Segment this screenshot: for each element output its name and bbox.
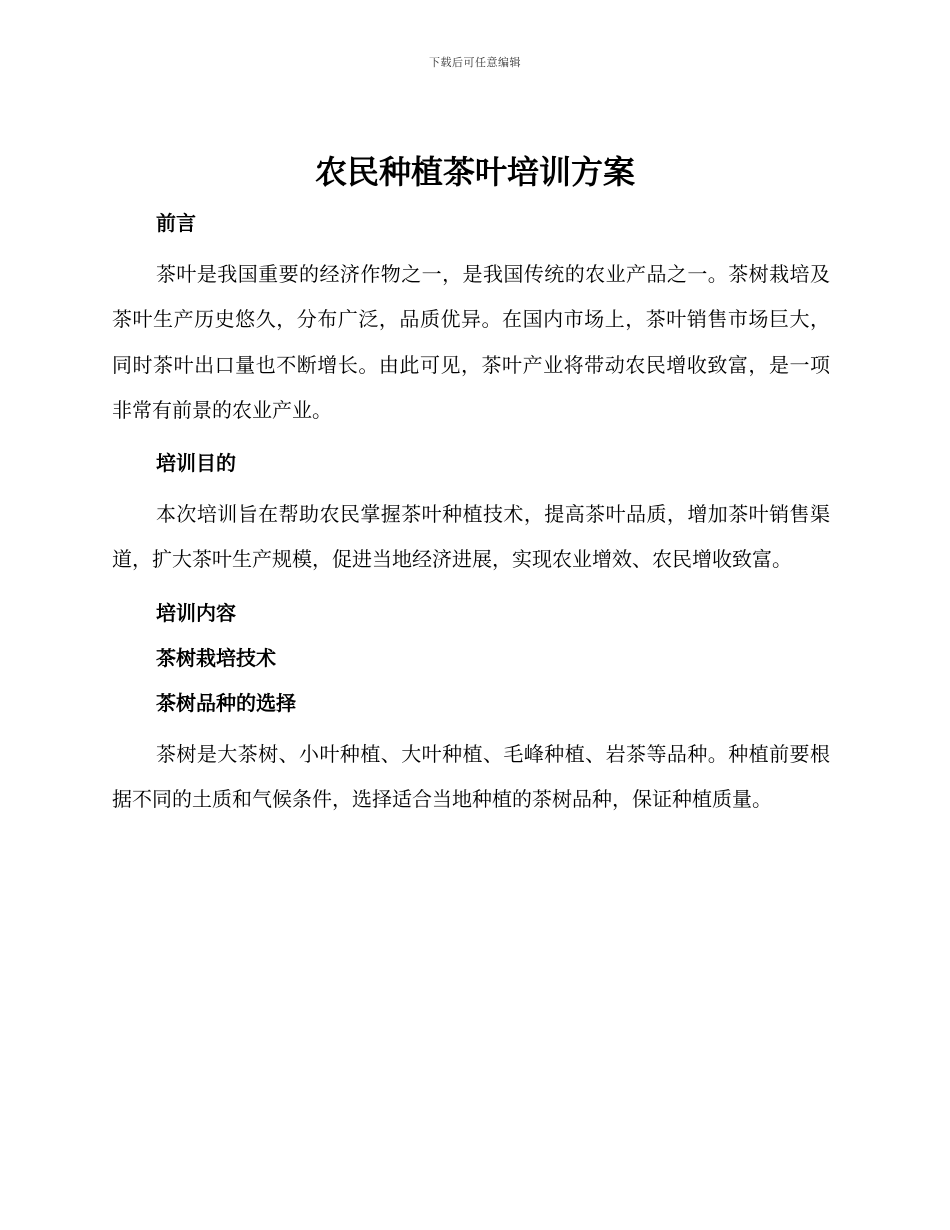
section-heading-preface: 前言 [156, 211, 196, 235]
section-heading-cultivation: 茶树栽培技术 [156, 645, 276, 670]
page-header-note: 下载后可任意编辑 [429, 56, 521, 69]
section-heading-variety: 茶树品种的选择 [156, 690, 296, 715]
paragraph-purpose: 本次培训旨在帮助农民掌握茶叶种植技术，提高茶叶品质，增加茶叶销售渠道，扩大茶叶生产规模，促进当地经济进展，实现农业增效、农民增收致富。 [112, 502, 830, 572]
paragraph-preface: 茶叶是我国重要的经济作物之一，是我国传统的农业产品之一。茶树栽培及茶叶生产历史悠久，分布广泛，品质优异。在国内市场上，茶叶销售市场巨大，同时茶叶出口量也不断增长。由此可见，茶叶产业将带动农民增收致富，是一项非常有前景的农业产业。 [112, 262, 830, 422]
document-body [112, 198, 830, 834]
paragraph-variety: 茶树是大茶树、小叶种植、大叶种植、毛峰种植、岩茶等品种。种植前要根据不同的土质和气候条件，选择适合当地种植的茶树品种，保证种植质量。 [112, 741, 830, 812]
section-heading-content: 培训内容 [156, 600, 236, 625]
document-title: 农民种植茶叶培训方案 [314, 153, 635, 191]
section-heading-purpose: 培训目的 [156, 451, 236, 476]
